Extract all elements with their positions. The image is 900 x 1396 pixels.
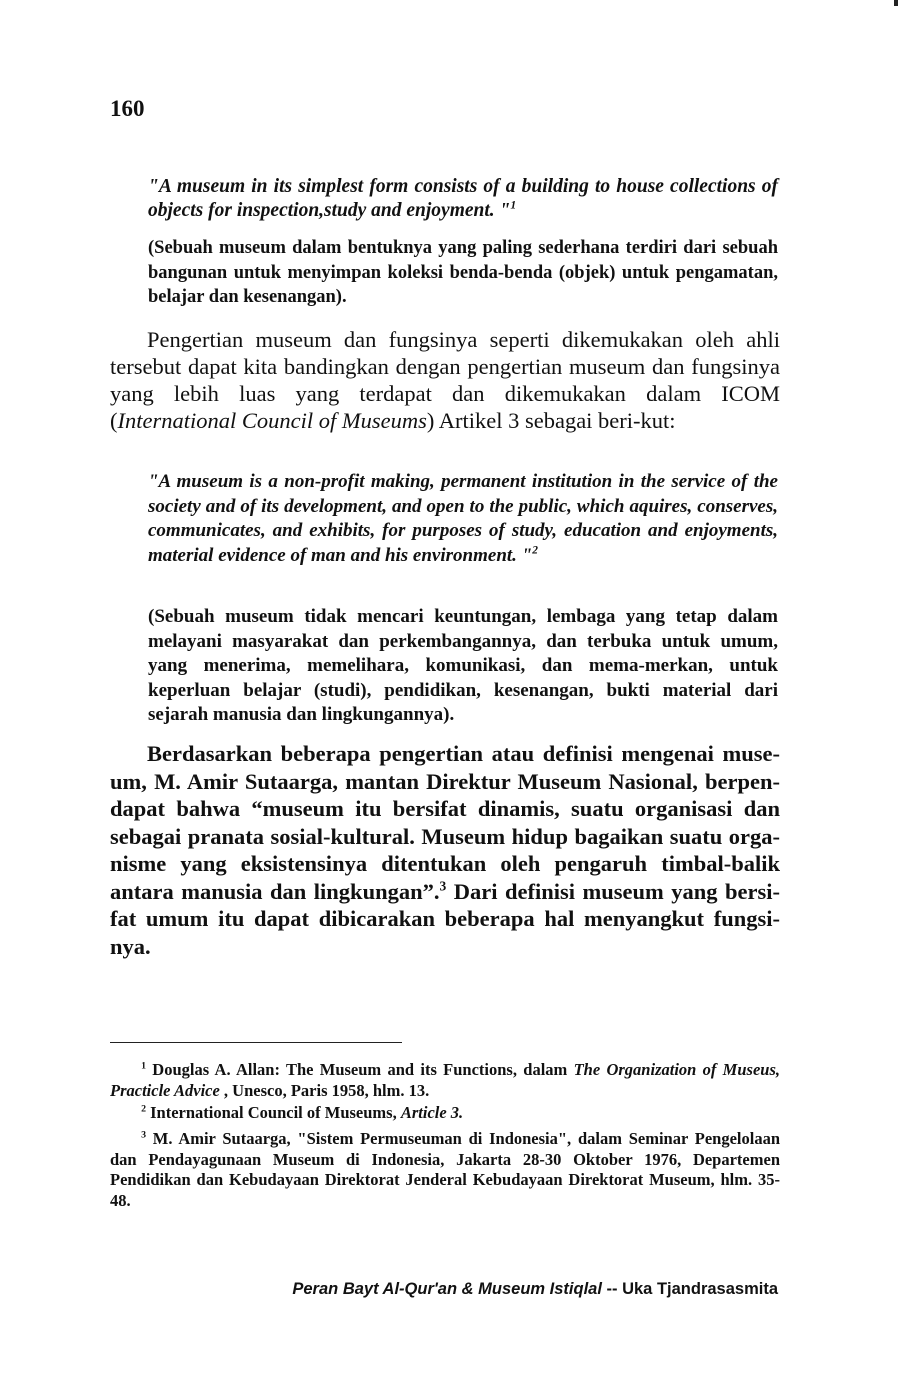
quote-2-text: "A museum is a non-profit making, permanent institution in the service of the society and of its development, and open to the public, which aquires, conserves, communicates, and exhibits, for purposes of study, education and enjoyments, material evidence of man and his environment. " <box>148 471 778 566</box>
paragraph-2 <box>110 740 780 960</box>
footer-author: Uka Tjandrasasmita <box>622 1280 778 1298</box>
quote-1-text: "A museum in its simplest form consists of a building to house collections of objects for inspection,study and enjoyment. " <box>148 176 778 221</box>
quote-2-note: 2 <box>532 544 538 557</box>
footnote-1 <box>110 1060 780 1101</box>
footnote-1-marker: 1 <box>141 1060 146 1072</box>
footnote-3-marker: 3 <box>141 1129 146 1141</box>
paragraph-1-before: Pengertian museum dan fungsinya seperti dikemukakan oleh ahli tersebut dapat kita bandingkan dengan pengertian museum dan fungsinya yang lebih luas yang terdapat dan dikemukakan dalam ICOM ( <box>110 327 780 433</box>
page-number: 160 <box>110 96 145 121</box>
paragraph-2-before: Berdasarkan beberapa pengertian atau definisi mengenai muse-um, M. Amir Sutaarga, mantan Direktur Museum Nasional, berpen-dapat bahwa “museum itu bersifat dinamis, suatu organisasi dan sebagai pranata sosial-kultural. Museum hidup bagaikan suatu orga-nisme yang eksistensinya ditentukan oleh pengaruh timbal-balik antara manusia dan lingkungan”. <box>110 741 780 904</box>
scan-speck <box>894 0 898 6</box>
footnote-2-italic: Article 3. <box>400 1103 464 1122</box>
footnote-rule <box>110 1042 402 1043</box>
paragraph-2-note: 3 <box>439 878 447 893</box>
quote-1 <box>148 175 778 223</box>
translation-1: (Sebuah museum dalam bentuknya yang paling sederhana terdiri dari sebuah bangunan untuk menyimpan koleksi benda-benda (objek) untuk pengamatan, belajar dan kesenangan). <box>148 238 778 307</box>
footnote-3-before: M. Amir Sutaarga, "Sistem Permuseuman di Indonesia", dalam Seminar Pengelolaan dan Pendayagunaan Museum di Indonesia, Jakarta 28-30 Oktober 1976, Departemen Pendidikan dan Kebudayaan Direktorat Jenderal Kebudayaan Direktorat Museum, hlm. 35-48. <box>110 1129 780 1210</box>
quote-1-note: 1 <box>510 198 517 212</box>
footnote-3 <box>110 1129 780 1211</box>
footer-separator: -- <box>601 1280 623 1298</box>
quote-2 <box>148 470 778 568</box>
footnote-1-before: Douglas A. Allan: The Museum and its Functions, dalam <box>152 1060 574 1079</box>
footnote-2 <box>110 1103 780 1124</box>
paragraph-2-after: Dari definisi museum yang bersi-fat umum itu dapat dibicarakan beberapa hal menyangkut fungsi-nya. <box>110 878 780 959</box>
footnote-1-after: , Unesco, Paris 1958, hlm. 13. <box>219 1080 430 1100</box>
paragraph-1-after: ) Artikel 3 sebagai beri-kut: <box>426 408 676 433</box>
translation-2: (Sebuah museum tidak mencari keuntungan, lembaga yang tetap dalam melayani masyarakat dan perkembangannya, dan terbuka untuk umum, yang menerima, memelihara, komunikasi, dan mema-merkan, untuk keperluan belajar (studi), pendidikan, kesenangan, bukti material dari sejarah manusia dan lingkungannya). <box>148 606 778 725</box>
paragraph-1 <box>110 326 780 434</box>
paragraph-1-italic: International Council of Museums <box>117 408 427 433</box>
footnote-1-italic: The Organization of Museus, Practicle Advice <box>110 1060 780 1100</box>
footer-title: Peran Bayt Al-Qur'an & Museum Istiqlal <box>292 1280 602 1298</box>
footnote-2-marker: 2 <box>141 1103 146 1115</box>
footnote-2-before: International Council of Museums, <box>150 1103 401 1122</box>
running-footer <box>268 1280 778 1299</box>
